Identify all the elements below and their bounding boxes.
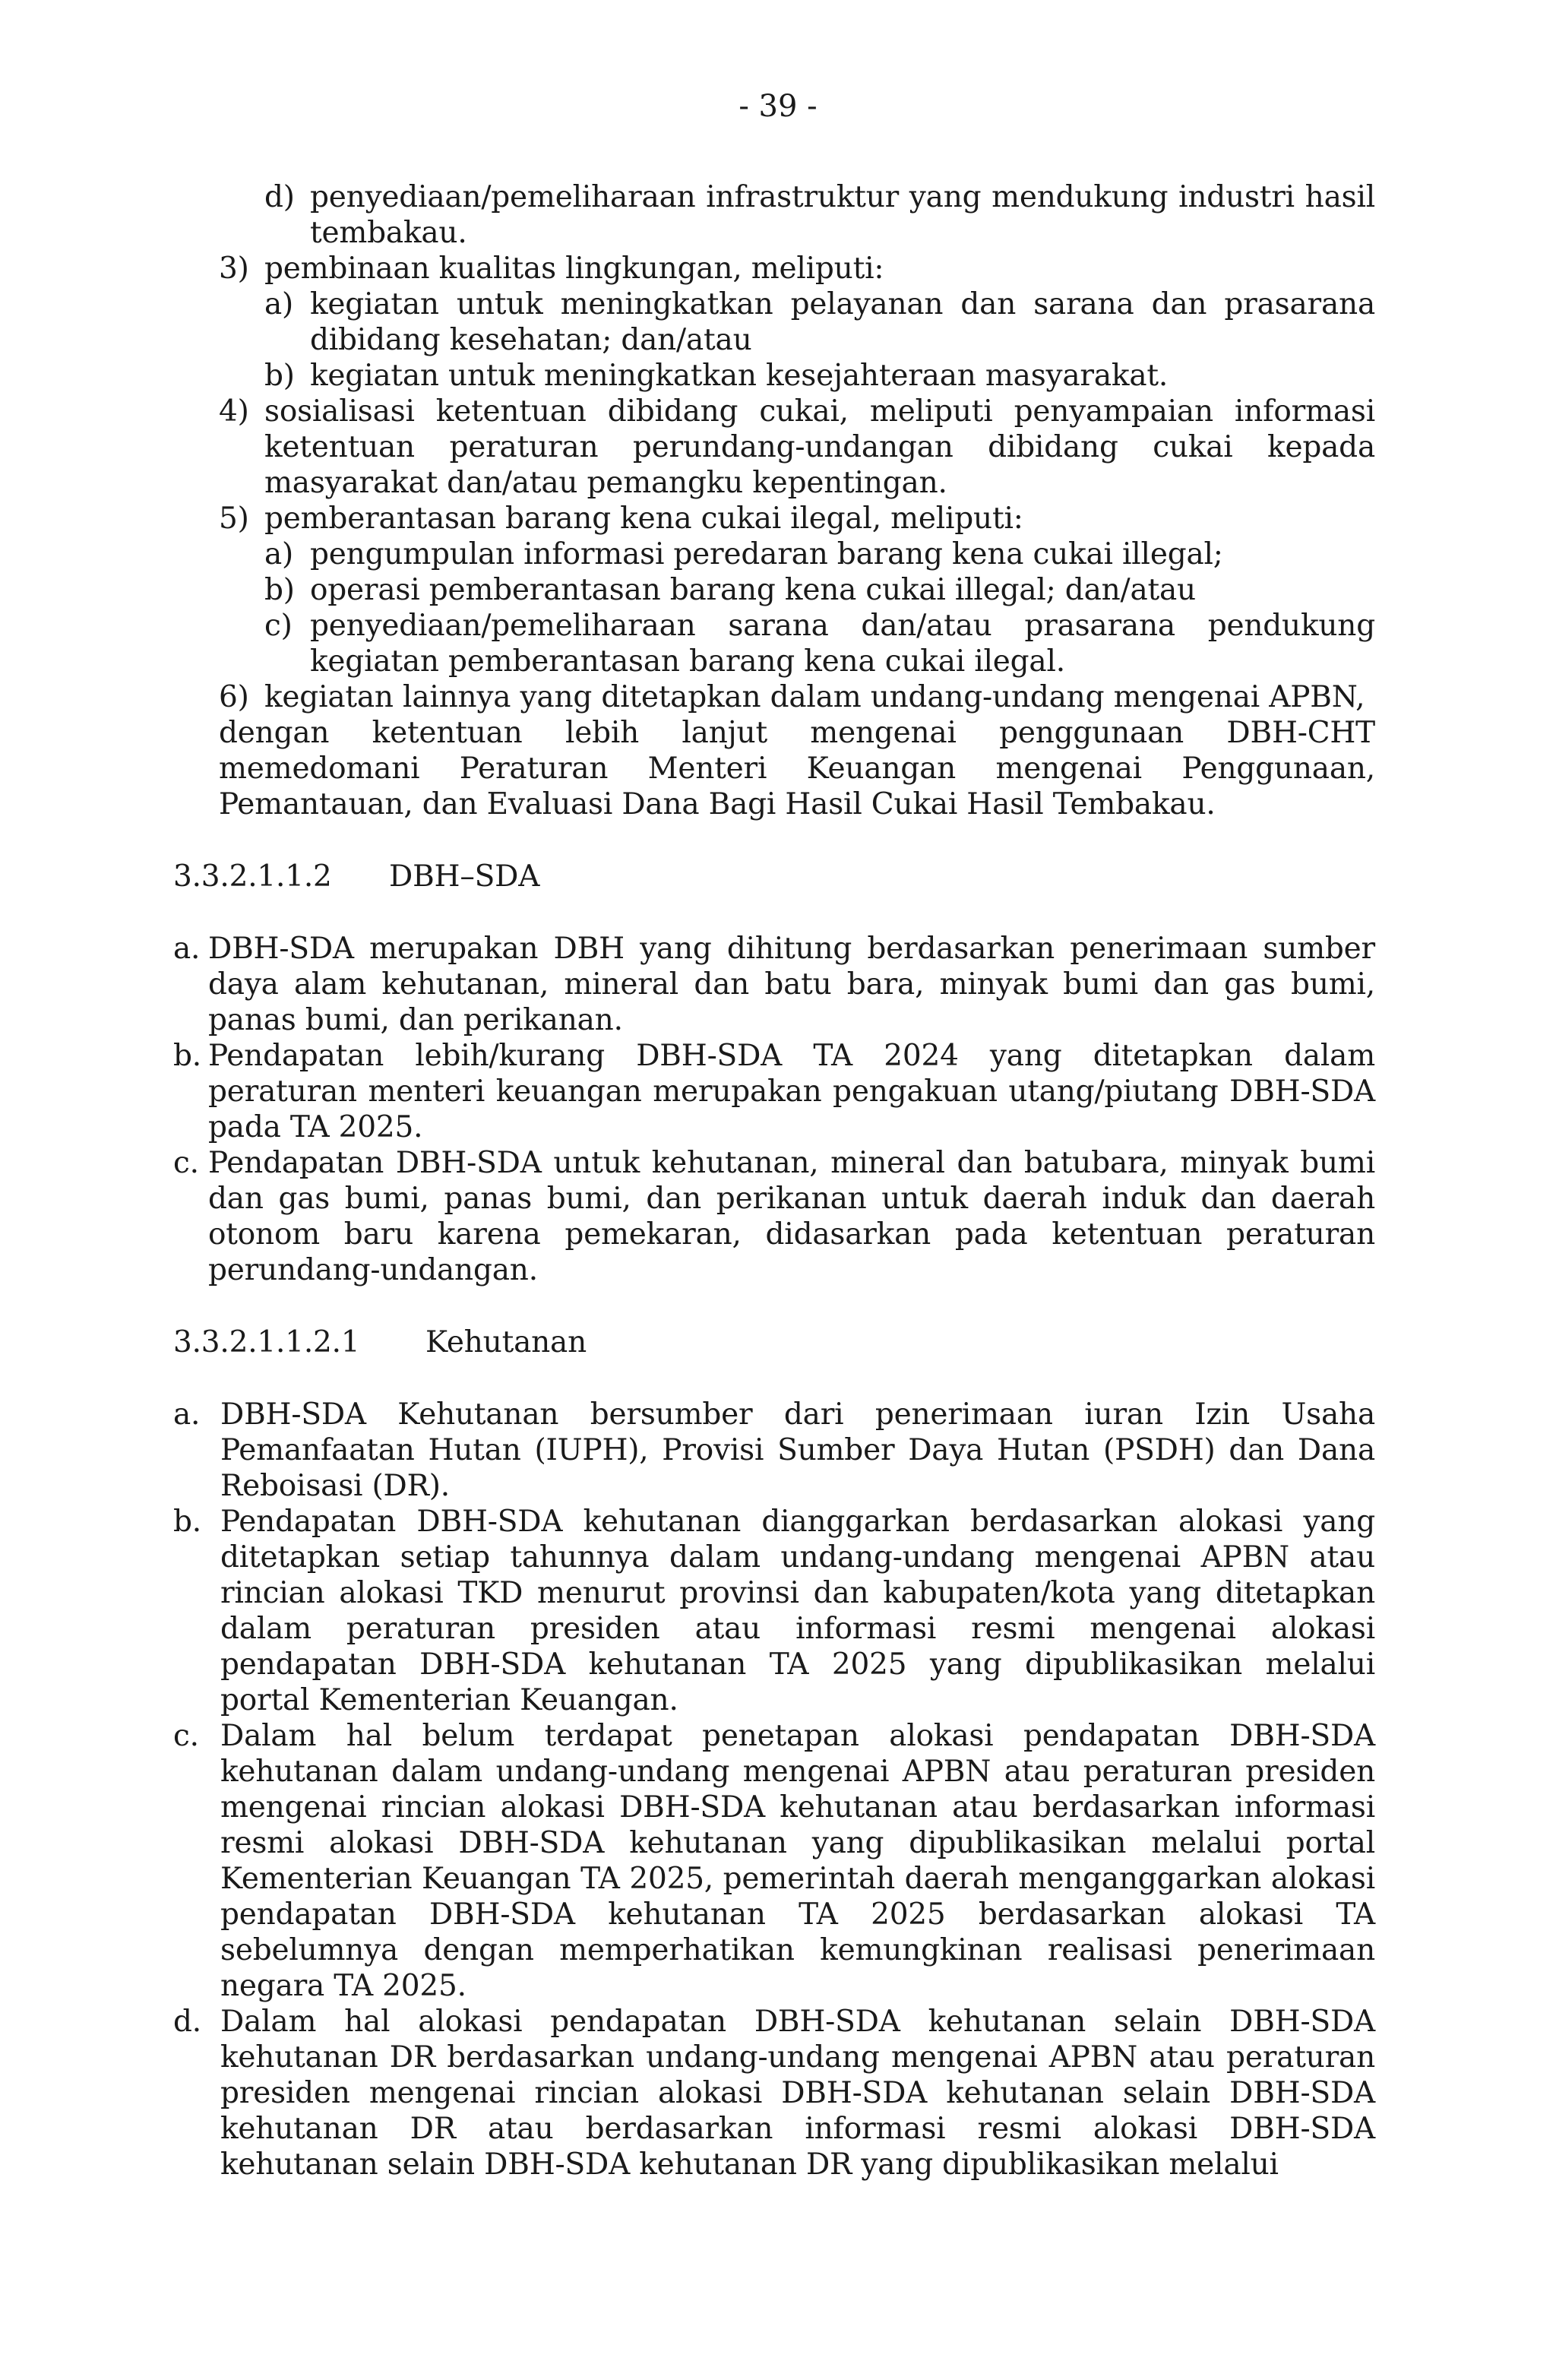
list-item (173, 679, 1375, 715)
item-label: b) (264, 573, 295, 607)
section-title: Kehutanan (425, 1325, 587, 1359)
list-item (173, 1718, 1375, 2004)
section-number: 3.3.2.1.1.2.1 (173, 1325, 360, 1359)
item-label: 4) (219, 394, 249, 429)
item-label: a. (173, 932, 201, 966)
section-heading-kehutanan (173, 1325, 1375, 1360)
item-text: Pendapatan lebih/kurang DBH-SDA TA 2024 yang ditetapkan dalam peraturan menteri keuangan merupakan pengakuan utang/piutang DBH-SDA pada TA 2025. (208, 1039, 1375, 1144)
list-item (173, 1038, 1375, 1145)
item-text: Dalam hal alokasi pendapatan DBH-SDA kehutanan selain DBH-SDA kehutanan DR berdasarkan undang-undang mengenai APBN atau peraturan presiden mengenai rincian alokasi DBH-SDA kehutanan selain DBH-SDA kehutanan DR atau berdasarkan informasi resmi alokasi DBH-SDA kehutanan selain DBH-SDA kehutanan DR yang dipublikasikan melalui (220, 2005, 1375, 2182)
item-label: b. (173, 1039, 201, 1073)
item-label: 5) (219, 502, 249, 536)
item-text: penyediaan/pemeliharaan sarana dan/atau prasarana pendukung kegiatan pemberantasan barang kena cukai ilegal. (310, 609, 1375, 679)
item-label: c. (173, 1719, 199, 1753)
item-text: sosialisasi ketentuan dibidang cukai, meliputi penyampaian informasi ketentuan peraturan perundang-undangan dibidang cukai kepada masyarakat dan/atau pemangku kepentingan. (264, 394, 1375, 500)
item-text: kegiatan untuk meningkatkan pelayanan dan sarana dan prasarana dibidang kesehatan; dan/atau (310, 287, 1375, 357)
item-text: pemberantasan barang kena cukai ilegal, meliputi: (264, 502, 1023, 536)
item-text: pembinaan kualitas lingkungan, meliputi: (264, 252, 884, 286)
item-text: penyediaan/pemeliharaan infrastruktur yang mendukung industri hasil tembakau. (310, 180, 1375, 250)
list-item (173, 2004, 1375, 2182)
list-kehutanan (173, 1397, 1375, 2182)
list-item (173, 286, 1375, 358)
item-text: Dalam hal belum terdapat penetapan alokasi pendapatan DBH-SDA kehutanan dalam undang-undang mengenai APBN atau peraturan presiden mengenai rincian alokasi DBH-SDA kehutanan atau berdasarkan informasi resmi alokasi DBH-SDA kehutanan yang dipublikasikan melalui portal Kementerian Keuangan TA 2025, pemerintah daerah menganggarkan alokasi pendapatan DBH-SDA kehutanan TA 2025 berdasarkan alokasi TA sebelumnya dengan memperhatikan kemungkinan realisasi penerimaan negara TA 2025. (220, 1719, 1375, 2003)
item-text: kegiatan untuk meningkatkan kesejahteraan masyarakat. (310, 359, 1169, 393)
list-item (173, 1145, 1375, 1288)
item-label: 3) (219, 252, 249, 286)
section-heading-sda (173, 859, 1375, 894)
list-item (173, 394, 1375, 501)
item-text: Pendapatan DBH-SDA untuk kehutanan, mineral dan batubara, minyak bumi dan gas bumi, panas bumi, dan perikanan untuk daerah induk dan daerah otonom baru karena pemekaran, didasarkan pada ketentuan peraturan perundang-undangan. (208, 1146, 1375, 1287)
list-item (173, 251, 1375, 286)
item-label: a) (264, 287, 294, 321)
list-sda (173, 931, 1375, 1288)
list-item (173, 572, 1375, 608)
list-item (173, 1504, 1375, 1718)
item-text: kegiatan lainnya yang ditetapkan dalam undang-undang mengenai APBN, (264, 680, 1365, 714)
item-label: b. (173, 1505, 201, 1539)
list-item (173, 1397, 1375, 1504)
item-label: c. (173, 1146, 199, 1180)
item-label: b) (264, 359, 295, 393)
list-item (173, 501, 1375, 536)
section-number: 3.3.2.1.1.2 (173, 859, 332, 894)
item-label: a. (173, 1397, 201, 1432)
item-label: a) (264, 537, 294, 571)
page-number: - 39 - (738, 89, 818, 124)
item-text: DBH-SDA Kehutanan bersumber dari penerimaan iuran Izin Usaha Pemanfaatan Hutan (IUPH), Provisi Sumber Daya Hutan (PSDH) dan Dana Reboisasi (DR). (220, 1397, 1375, 1503)
list-item (173, 608, 1375, 679)
item-continuation: dengan ketentuan lebih lanjut mengenai penggunaan DBH-CHT memedomani Peraturan Menteri Keuangan mengenai Penggunaan, Pemantauan, dan Evaluasi Dana Bagi Hasil Cukai Hasil Tembakau. (219, 716, 1375, 821)
list-item (173, 179, 1375, 251)
item-label: c) (264, 609, 293, 643)
list-top (173, 179, 1375, 822)
section-title: DBH–SDA (389, 859, 540, 894)
item-text: Pendapatan DBH-SDA kehutanan dianggarkan berdasarkan alokasi yang ditetapkan setiap tahunnya dalam undang-undang mengenai APBN atau rincian alokasi TKD menurut provinsi dan kabupaten/kota yang ditetapkan dalam peraturan presiden atau informasi resmi mengenai alokasi pendapatan DBH-SDA kehutanan TA 2025 yang dipublikasikan melalui portal Kementerian Keuangan. (220, 1505, 1375, 1717)
list-item (173, 931, 1375, 1038)
item-label: 6) (219, 680, 249, 714)
list-item (173, 358, 1375, 394)
item-text: operasi pemberantasan barang kena cukai illegal; dan/atau (310, 573, 1196, 607)
item-text: pengumpulan informasi peredaran barang kena cukai illegal; (310, 537, 1223, 571)
item-label: d. (173, 2005, 201, 2039)
document-body (173, 179, 1375, 2182)
item-label: d) (264, 180, 295, 214)
item-text: DBH-SDA merupakan DBH yang dihitung berdasarkan penerimaan sumber daya alam kehutanan, mineral dan batu bara, minyak bumi dan gas bumi, panas bumi, dan perikanan. (208, 932, 1375, 1037)
list-item (173, 536, 1375, 572)
